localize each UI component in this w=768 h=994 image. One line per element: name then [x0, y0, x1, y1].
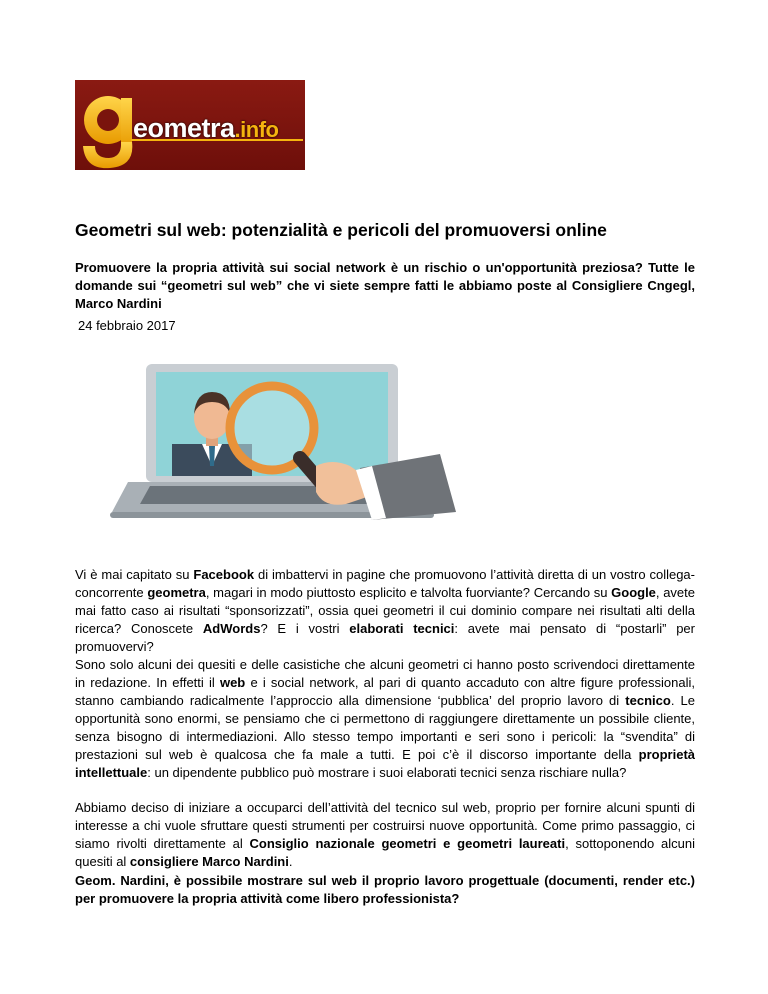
paragraph-2: Sono solo alcuni dei quesiti e delle casistiche che alcuni geometri ci hanno posto scrivendoci direttamente in redazione. In effetti il web e i social network, al pari di quanto accaduto con altre figure professionali, stanno cambiando radicalmente l’approccio alla dimensione ‘pubblica’ del proprio lavoro di tecnico. Le opportunità sono enormi, se pensiamo che ci permettono di raggiungere direttamente un possibile cliente, senza bisogno di intermediazioni. Allo stesso tempo importanti e seri sono i pericoli: la “svendita” di prestazioni sul web è qualcosa che fa male a tutti. E poi c’è il discorso importante della proprietà intellettuale: un dipendente pubblico può mostrare i suoi elaborati tecnici senza rischiare nulla?: [75, 657, 696, 780]
article-title: Geometri sul web: potenzialità e pericoli del promuoversi online: [75, 220, 607, 240]
paragraph-1: Vi è mai capitato su Facebook di imbattervi in pagine che promuovono l’attività diretta di un vostro collega-concorrente geometra, magari in modo piuttosto esplicito e talvolta fuorviante? Cercando su Google, avete mai fatto caso ai risultati “sponsorizzati”, ossia quei geometri il cui dominio compare nei risultati alti della ricerca? Conoscete AdWords? E i vostri elaborati tecnici: avete mai pensato di “postarli” per promuovervi?: [75, 567, 696, 654]
article-subtitle: Promuovere la propria attività sui social network è un rischio o un'opportunità preziosa? Tutte le domande sui “geometri sul web” che vi siete sempre fatti le abbiamo poste al Consigliere Cngegl, Marco Nardini: [75, 260, 695, 311]
interview-question: Geom. Nardini, è possibile mostrare sul web il proprio lavoro progettuale (documenti, render etc.) per promuovere la propria attività come libero professionista?: [75, 873, 695, 906]
logo-wordmark: eometra.info: [133, 113, 279, 143]
paragraph-3: Abbiamo deciso di iniziare a occuparci dell’attività del tecnico sul web, proprio per fornire alcuni spunti di interesse a chi vuole sfruttare questi strumenti per costruirsi nuove opportunità. Come primo passaggio, ci siamo rivolti direttamente al Consiglio nazionale geometri e geometri laureati, sottoponendo alcuni quesiti al consigliere Marco Nardini.: [75, 800, 695, 869]
laptop-magnifier-illustration: [110, 362, 540, 527]
article-date: 24 febbraio 2017: [78, 318, 176, 333]
geometra-logo[interactable]: [75, 80, 305, 170]
